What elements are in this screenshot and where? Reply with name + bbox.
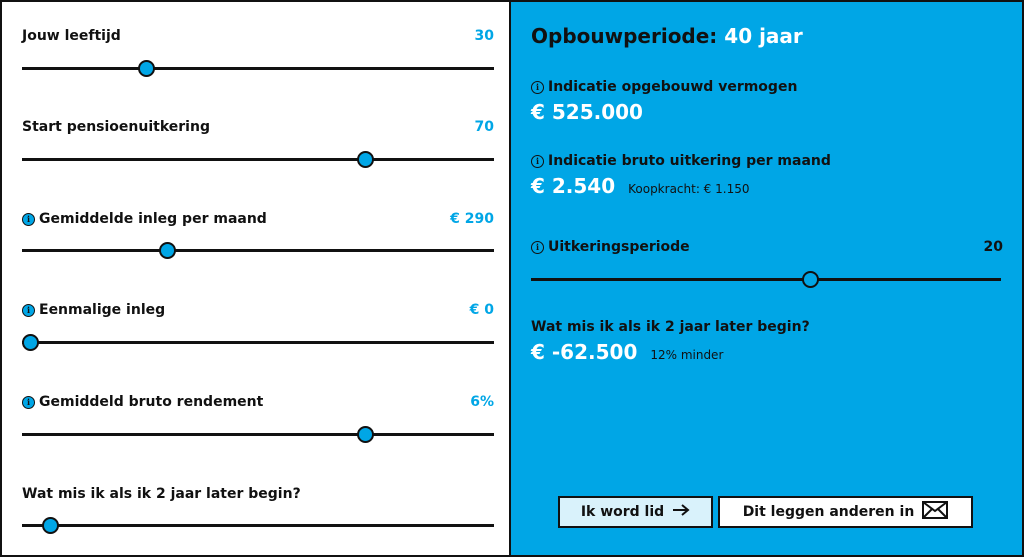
payout-period-value: 20 bbox=[983, 239, 1003, 255]
payout-period-slider-thumb[interactable] bbox=[802, 271, 819, 288]
one-time-deposit-value: € 0 bbox=[469, 302, 494, 318]
pension-start-control bbox=[22, 119, 494, 189]
capital-label-text: Indicatie opgebouwd vermogen bbox=[548, 79, 798, 95]
later-start-label bbox=[22, 486, 301, 502]
age-label bbox=[22, 28, 121, 44]
join-button-label: Ik word lid bbox=[580, 504, 665, 520]
monthly-payout-value: € 2.540 bbox=[531, 174, 616, 198]
arrow-right-icon bbox=[672, 503, 690, 521]
monthly-deposit-slider-thumb[interactable] bbox=[159, 242, 176, 259]
heading-value: 40 jaar bbox=[724, 24, 803, 48]
heading-text: Opbouwperiode: bbox=[531, 24, 718, 48]
capital-value: € 525.000 bbox=[531, 100, 643, 124]
later-start-result-note: 12% minder bbox=[650, 348, 724, 362]
age-label-text: Jouw leeftijd bbox=[22, 28, 121, 44]
info-icon[interactable]: i bbox=[531, 155, 544, 168]
return-slider-thumb[interactable] bbox=[357, 426, 374, 443]
later-start-result-row bbox=[531, 340, 723, 364]
info-icon[interactable]: i bbox=[22, 304, 35, 317]
pension-start-value: 70 bbox=[474, 119, 494, 135]
age-value: 30 bbox=[474, 28, 494, 44]
one-time-deposit-slider-track[interactable] bbox=[22, 341, 494, 344]
result-panel bbox=[511, 2, 1022, 555]
input-panel bbox=[2, 2, 511, 555]
age-slider-thumb[interactable] bbox=[138, 60, 155, 77]
payout-period-label-text: Uitkeringsperiode bbox=[548, 239, 690, 255]
info-icon[interactable]: i bbox=[22, 213, 35, 226]
envelope-icon bbox=[922, 501, 948, 523]
return-label bbox=[22, 394, 263, 410]
capital-label bbox=[531, 79, 797, 95]
return-slider-track[interactable] bbox=[22, 433, 494, 436]
return-value: 6% bbox=[470, 394, 494, 410]
later-start-result-label bbox=[531, 319, 810, 335]
monthly-deposit-label bbox=[22, 211, 267, 227]
monthly-deposit-control bbox=[22, 211, 494, 281]
info-icon[interactable]: i bbox=[531, 81, 544, 94]
monthly-deposit-value: € 290 bbox=[450, 211, 494, 227]
payout-period-label bbox=[531, 239, 690, 255]
payout-period-slider-track[interactable] bbox=[531, 278, 1001, 281]
info-icon[interactable]: i bbox=[22, 396, 35, 409]
accumulation-period-heading bbox=[531, 24, 803, 48]
others-deposit-button-label: Dit leggen anderen in bbox=[742, 504, 915, 520]
age-control bbox=[22, 28, 494, 98]
one-time-deposit-control bbox=[22, 302, 494, 372]
later-start-slider-track[interactable] bbox=[22, 524, 494, 527]
monthly-deposit-label-text: Gemiddelde inleg per maand bbox=[39, 211, 267, 227]
pension-start-slider-thumb[interactable] bbox=[357, 151, 374, 168]
one-time-deposit-label bbox=[22, 302, 165, 318]
one-time-deposit-slider-thumb[interactable] bbox=[22, 334, 39, 351]
return-control bbox=[22, 394, 494, 464]
one-time-deposit-label-text: Eenmalige inleg bbox=[39, 302, 166, 318]
later-start-slider-thumb[interactable] bbox=[42, 517, 59, 534]
info-icon[interactable]: i bbox=[531, 241, 544, 254]
monthly-payout-label bbox=[531, 153, 831, 169]
pension-start-slider-track[interactable] bbox=[22, 158, 494, 161]
pension-start-label bbox=[22, 119, 210, 135]
purchasing-power: Koopkracht: € 1.150 bbox=[628, 182, 750, 196]
later-start-control bbox=[22, 486, 494, 556]
return-label-text: Gemiddeld bruto rendement bbox=[39, 394, 264, 410]
later-start-result-label-text: Wat mis ik als ik 2 jaar later begin? bbox=[531, 319, 810, 335]
pension-start-label-text: Start pensioenuitkering bbox=[22, 119, 210, 135]
age-slider-track[interactable] bbox=[22, 67, 494, 70]
monthly-payout-row bbox=[531, 174, 750, 198]
monthly-deposit-slider-track[interactable] bbox=[22, 249, 494, 252]
later-start-label-text: Wat mis ik als ik 2 jaar later begin? bbox=[22, 486, 301, 502]
join-button[interactable] bbox=[558, 496, 713, 528]
later-start-result-value: € -62.500 bbox=[531, 340, 638, 364]
monthly-payout-label-text: Indicatie bruto uitkering per maand bbox=[548, 153, 831, 169]
others-deposit-button[interactable] bbox=[718, 496, 973, 528]
